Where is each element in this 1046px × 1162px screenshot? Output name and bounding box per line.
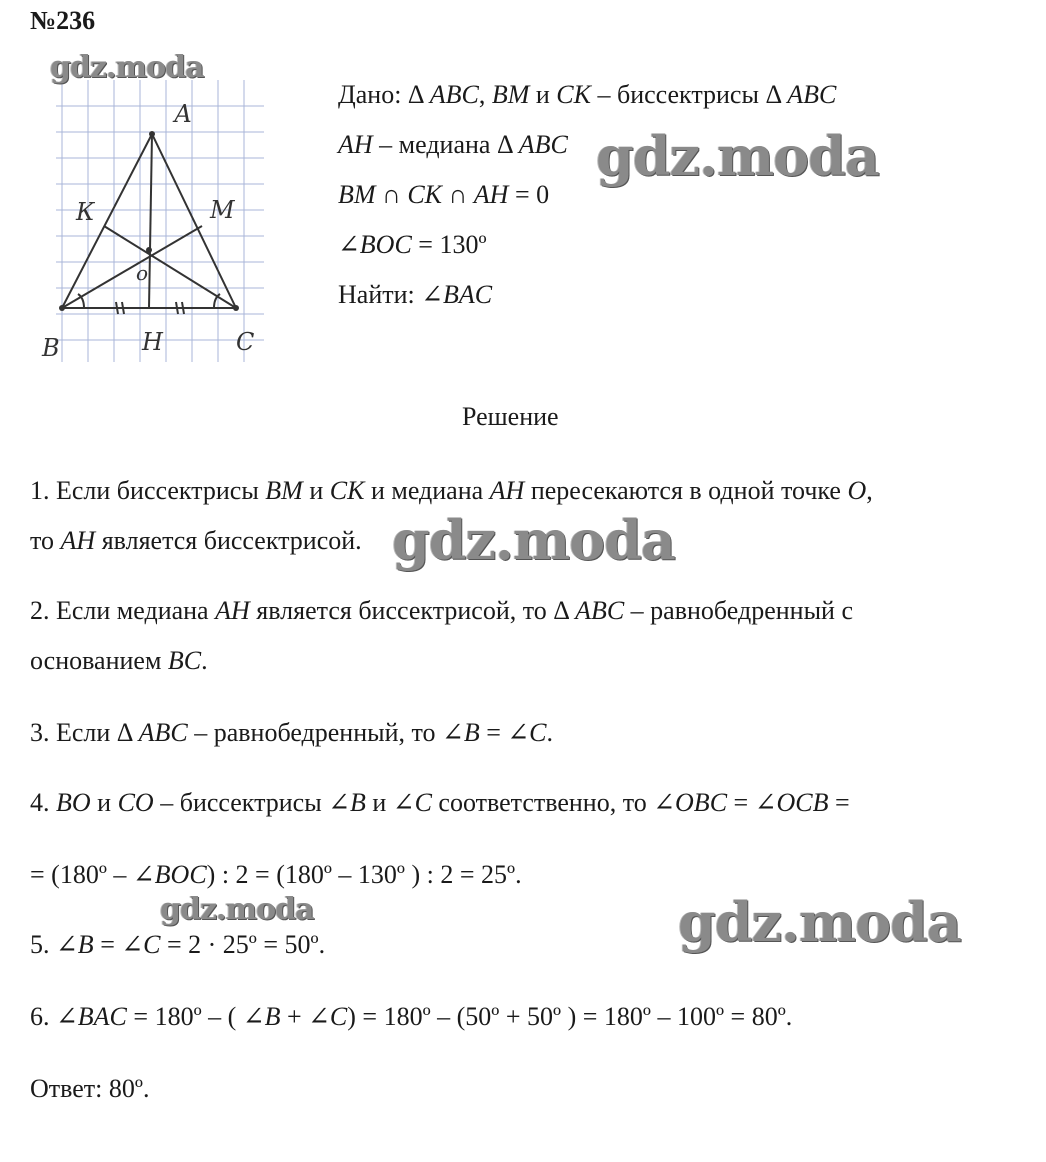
- step-1-line-1: 1. Если биссектрисы BM и CK и медиана AH пересекаются в одной точке O,: [30, 476, 873, 505]
- given-line-1: Дано: Δ ABC, BM и CK – биссектрисы Δ ABC: [338, 80, 837, 109]
- label-k: К: [76, 198, 95, 226]
- solution-heading: Решение: [462, 402, 559, 431]
- problem-number: №236: [30, 6, 96, 35]
- given-line-2: AH – медиана Δ ABC: [338, 130, 568, 159]
- label-b: В: [42, 334, 60, 362]
- label-m: М: [210, 196, 235, 224]
- step-2-line-2: основанием BC.: [30, 646, 208, 675]
- label-c: С: [236, 328, 255, 356]
- given-line-4: ∠BOC = 130º: [338, 230, 487, 259]
- label-h: Н: [142, 328, 163, 356]
- watermark: gdz.moda: [392, 508, 675, 572]
- watermark: gdz.moda: [678, 890, 961, 954]
- label-a: А: [174, 100, 193, 128]
- step-5: 5. ∠B = ∠C = 2 · 25º = 50º.: [30, 930, 326, 959]
- median-ah: [149, 134, 152, 308]
- given-line-3: BM ∩ CK ∩ AH = 0: [338, 180, 550, 209]
- triangle-figure: [36, 80, 272, 370]
- watermark: gdz.moda: [596, 124, 879, 188]
- step-3: 3. Если Δ ABC – равнобедренный, то ∠B = ∠C.: [30, 718, 554, 747]
- watermark: gdz.moda: [160, 892, 314, 927]
- step-6: 6. ∠BAC = 180º – ( ∠B + ∠C) = 180º – (50º + 50º ) = 180º – 100º = 80º.: [30, 1002, 793, 1031]
- find-line: Найти: ∠BAC: [338, 280, 493, 309]
- angle-arc-c: [214, 294, 220, 308]
- answer: Ответ: 80º.: [30, 1074, 150, 1103]
- watermark: gdz.moda: [50, 50, 204, 85]
- step-1-line-2: то AH является биссектрисой.: [30, 526, 362, 555]
- step-4-line-1: 4. BO и CO – биссектрисы ∠B и ∠C соответственно, то ∠OBC = ∠OCB =: [30, 788, 850, 817]
- step-2-line-1: 2. Если медиана AH является биссектрисой, то Δ ABC – равнобедренный с: [30, 596, 854, 625]
- label-o: о: [136, 261, 149, 285]
- step-4-line-2: = (180º – ∠BOC) : 2 = (180º – 130º ) : 2 = 25º.: [30, 860, 522, 889]
